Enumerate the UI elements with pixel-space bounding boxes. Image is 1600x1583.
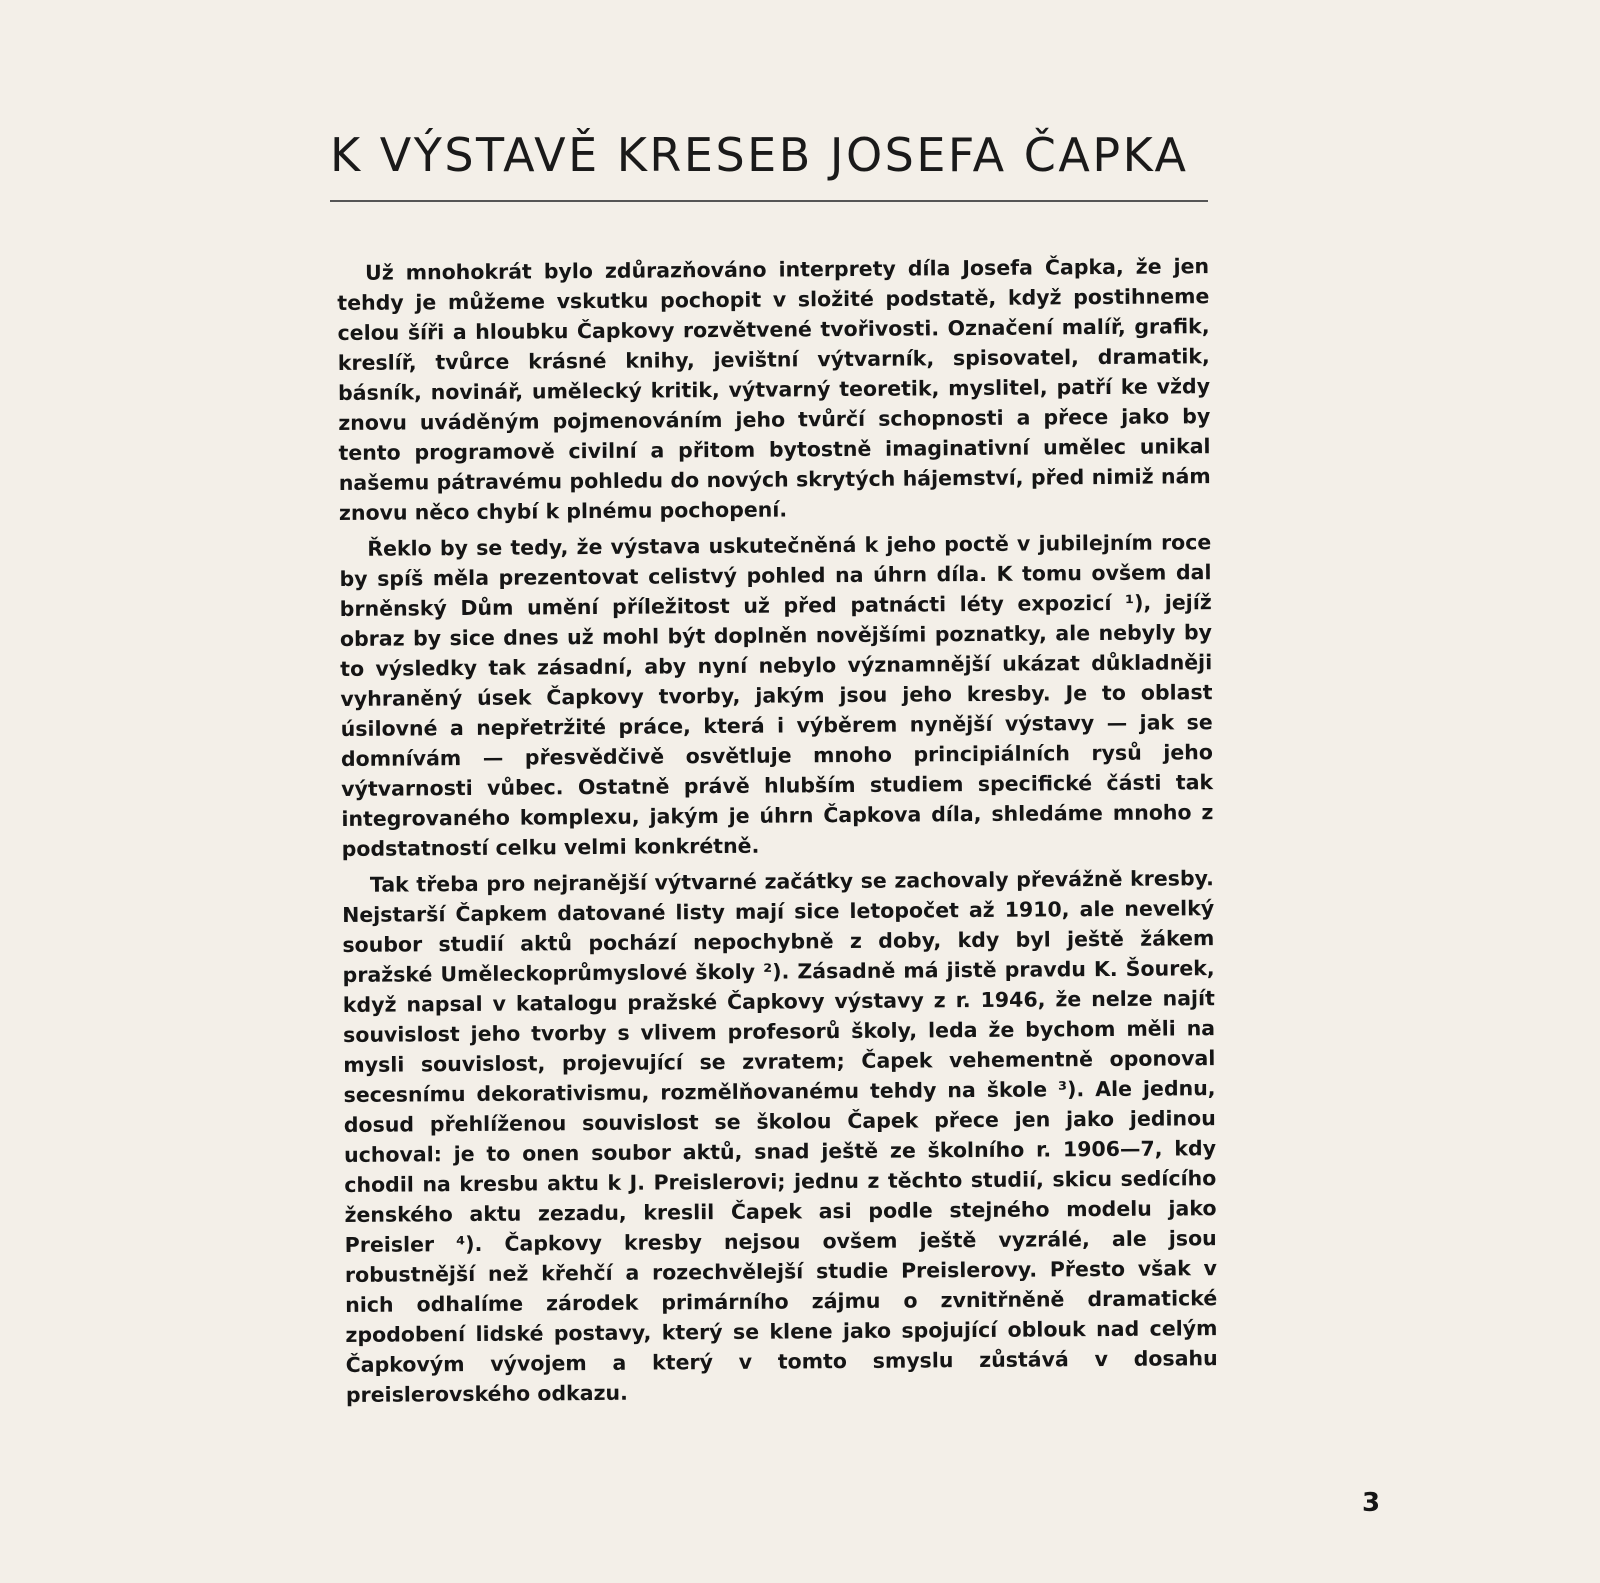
- article-body: [337, 251, 1218, 1416]
- paragraph-1: Už mnohokrát bylo zdůrazňováno interprety díla Josefa Čapka, že jen tehdy je můžeme vskutku pochopit v složité podstatě, když postihneme celou šíři a hloubku Čapkovy rozvětvené tvořivosti. Označení malíř, grafik, kreslíř, tvůrce krásné knihy, jevištní výtvarník, spisovatel, dramatik, básník, novinář, umělecký kritik, výtvarný teoretik, myslitel, patří ke vždy znovu uváděným pojmenováním jeho tvůrčí schopnosti a přece jako by tento programově civilní a přitom bytostně imaginativní umělec unikal našemu pátravému pohledu do nových skrytých hájemství, před nimiž nám znovu něco chybí k plnému pochopení.: [337, 254, 1211, 525]
- page-title: K VÝSTAVĚ KRESEB JOSEFA ČAPKA: [330, 128, 1189, 182]
- page-number: 3: [1362, 1488, 1381, 1518]
- paragraph-3: Tak třeba pro nejranější výtvarné začátky se zachovaly převážně kresby. Nejstarší Čapkem datované listy mají sice letopočet až 1910, ale nevelký soubor studií aktů pochází nepochybně z doby, kdy byl ještě žákem pražské Uměleckoprůmyslové školy ²). Zásadně má jistě pravdu K. Šourek, když napsal v katalogu pražské Čapkovy výstavy z r. 1946, že nelze najít souvislost jeho tvorby s vlivem profesorů školy, leda že bychom měli na mysli souvislost, projevující se zvratem; Čapek vehementně oponoval secesnímu dekorativismu, rozmělňovanému tehdy na škole ³). Ale jednu, dosud přehlíženou souvislost se školou Čapek přece jen jako jedinou uchoval: je to onen soubor aktů, snad ještě ze školního r. 1906—7, kdy chodil na kresbu aktu k J. Preislerovi; jednu z těchto studií, skicu sedícího ženského aktu zezadu, kreslil Čapek asi podle stejného modelu jako Preisler ⁴). Čapkovy kresby nejsou ovšem ještě vyzrálé, ale jsou robustnější než křehčí a rozechvělejší studie Preislerovy. Přesto však v nich odhalíme zárodek primárního zájmu o zvnitřněně dramatické zpodobení lidské postavy, který se klene jako spojující oblouk nad celým Čapkovým vývojem a který v tomto smyslu zůstává v dosahu preislerovského odkazu.: [342, 866, 1218, 1407]
- title-underline: [330, 200, 1208, 202]
- paragraph-2: Řeklo by se tedy, že výstava uskutečněná k jeho poctě v jubilejním roce by spíš měla prezentovat celistvý pohled na úhrn díla. K tomu ovšem dal brněnský Dům umění příležitost už před patnácti léty expozicí ¹), jejíž obraz by sice dnes už mohl být doplněn novějšími poznatky, ale nebyly by to výsledky tak zásadní, aby nyní nebylo významnější ukázat důkladněji vyhraněný úsek Čapkovy tvorby, jakým jsou jeho kresby. Je to oblast úsilovné a nepřetržité práce, která i výběrem nynější výstavy — jak se domnívám — přesvědčivě osvětluje mnoho principiálních rysů jeho výtvarnosti vůbec. Ostatně právě hlubším studiem specifické části tak integrovaného komplexu, jakým je úhrn Čapkova díla, shledáme mnoho z podstatností celku velmi konkrétně.: [339, 530, 1214, 861]
